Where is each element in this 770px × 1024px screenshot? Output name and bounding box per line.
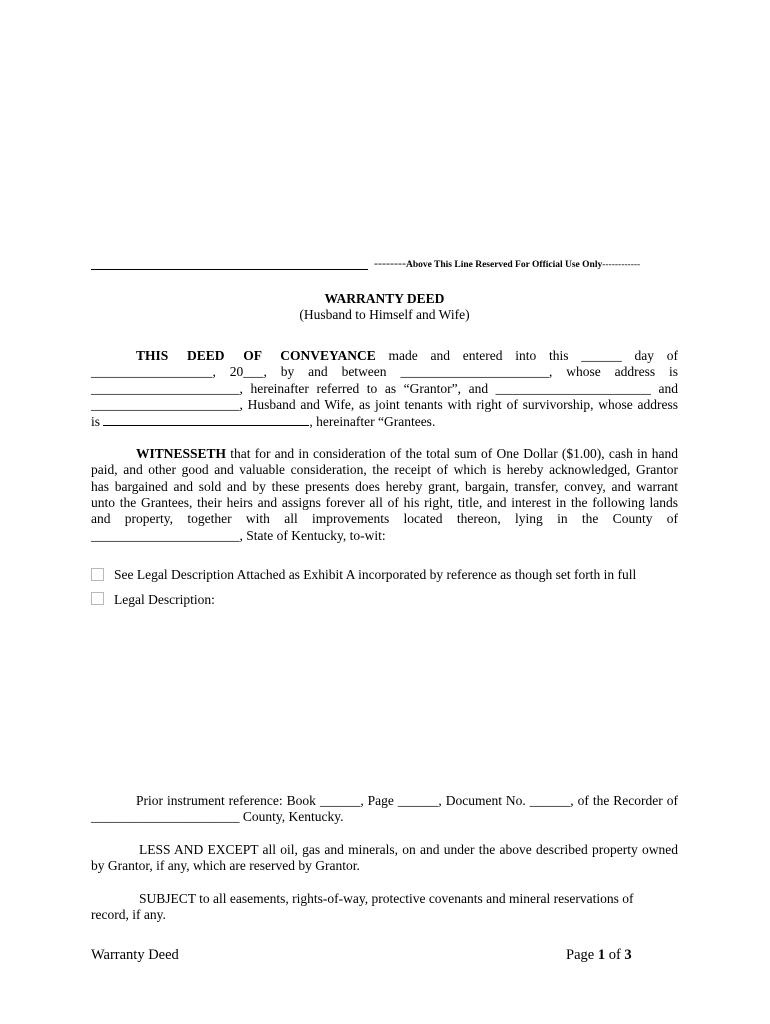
witnesseth-line-1 — [136, 446, 678, 463]
conveyance-line-1-rest: made and entered into this ______ day of — [375, 348, 678, 363]
exhibit-a-checkbox[interactable] — [91, 568, 104, 581]
legal-description-checkbox[interactable] — [91, 592, 104, 605]
conveyance-lead: THIS DEED OF CONVEYANCE — [136, 348, 376, 363]
prior-instrument-line-2: ______________________ County, Kentucky. — [91, 809, 344, 824]
grantee-address-blank — [103, 413, 309, 426]
witnesseth-line-5: and property, together with all improvements located thereon, lying in the County of — [91, 511, 678, 526]
subject-to-line-1: SUBJECT to all easements, rights-of-way, protective covenants and mineral reservations of — [139, 891, 634, 906]
footer-page-number — [566, 947, 632, 964]
official-use-notice — [374, 256, 640, 271]
witnesseth-lead: WITNESSETH — [136, 446, 227, 461]
page-current: 1 — [597, 947, 606, 963]
witnesseth-line-4: unto the Grantees, their heirs and assigns forever all of his right, title, and interest in the following lands — [91, 495, 678, 510]
conveyance-line-3: ______________________, hereinafter referred to as “Grantor”, and _______________________ and — [91, 381, 678, 396]
exhibit-a-label: See Legal Description Attached as Exhibit A incorporated by reference as though set forth in full — [114, 567, 637, 582]
legal-description-label: Legal Description: — [114, 592, 215, 607]
prior-instrument-line-1: Prior instrument reference: Book ______, Page ______, Document No. ______, of the Recorder of — [136, 793, 678, 808]
less-except-line-2: by Grantor, if any, which are reserved by Grantor. — [91, 858, 360, 873]
conveyance-line-4: ______________________, Husband and Wife, as joint tenants with right of survivorship, whose address — [91, 397, 678, 412]
witnesseth-line-3: has bargained and sold and by these presents does hereby grant, bargain, transfer, convey, and warrant — [91, 479, 678, 494]
document-subtitle: (Husband to Himself and Wife) — [299, 307, 470, 322]
conveyance-line-5 — [91, 413, 678, 431]
witnesseth-line-1-rest: that for and in consideration of the total sum of One Dollar ($1.00), cash in hand — [226, 446, 678, 461]
official-use-dashes: -------- — [374, 256, 406, 270]
footer-document-name: Warranty Deed — [91, 947, 179, 963]
document-title: WARRANTY DEED — [324, 291, 445, 306]
page-total: 3 — [624, 947, 632, 963]
witnesseth-line-2: paid, and other good and valuable consideration, the receipt of which is hereby acknowledged, Grantor — [91, 462, 678, 477]
conveyance-line-2: __________________, 20___, by and between ______________________, whose address is — [91, 364, 678, 379]
conveyance-line-5-suffix: , hereinafter “Grantees. — [309, 414, 436, 429]
less-except-line-1: LESS AND EXCEPT all oil, gas and minerals, on and under the above described property owned — [139, 842, 678, 857]
official-use-tail: ------------ — [602, 260, 641, 270]
conveyance-line-5-prefix: is — [91, 414, 104, 429]
conveyance-line-1 — [136, 348, 678, 365]
official-use-rule — [91, 269, 368, 270]
page-word: Page — [566, 947, 598, 963]
subject-to-line-2: record, if any. — [91, 907, 166, 922]
witnesseth-line-6: ______________________, State of Kentucky, to-wit: — [91, 528, 386, 543]
page-of: of — [605, 947, 625, 963]
official-use-label: Above This Line Reserved For Official Use Only — [405, 260, 603, 270]
